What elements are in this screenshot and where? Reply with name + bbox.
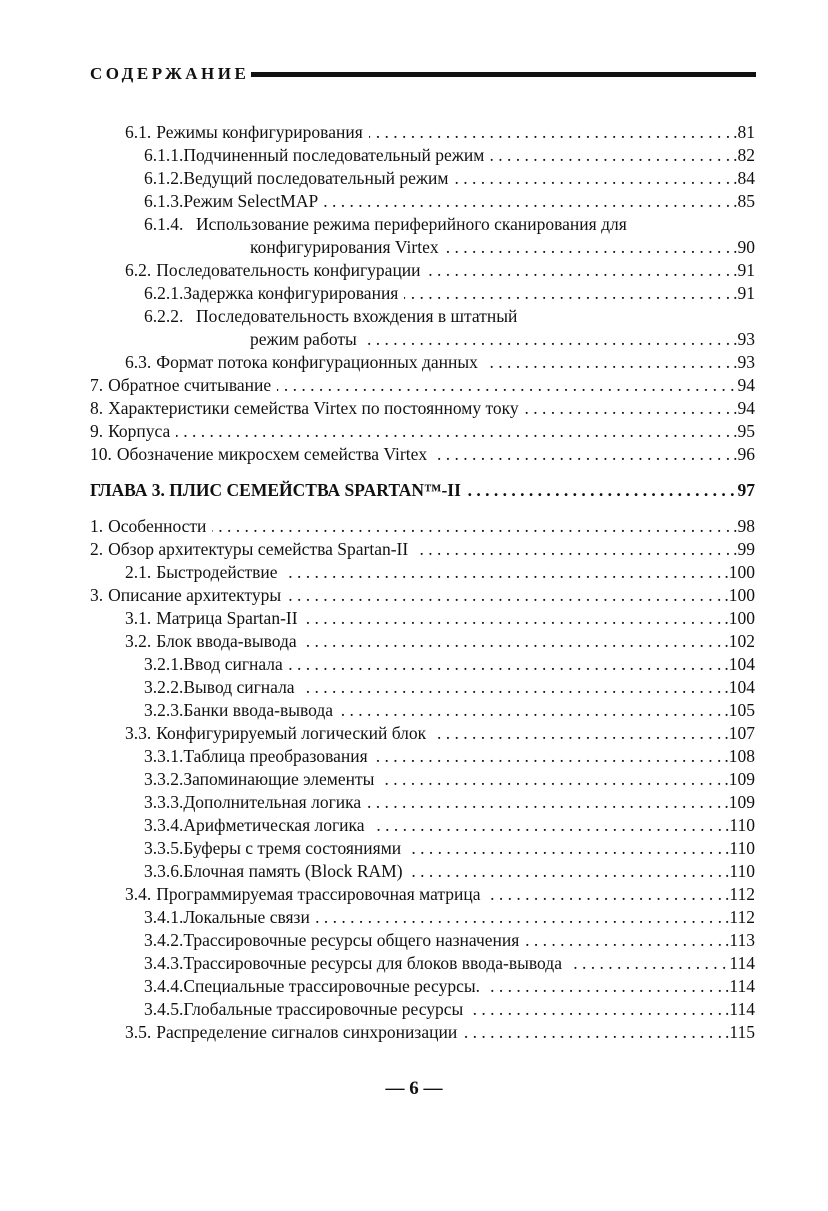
dot-leader (369, 121, 730, 144)
dot-leader (324, 190, 730, 213)
toc-entry-number: 7. (90, 375, 104, 395)
toc-entry (90, 837, 755, 860)
toc-entry-number: 6.1.4. (144, 214, 184, 234)
toc-entry-number: 3.4.2. (144, 930, 184, 950)
toc-entry-title: Вывод сигнала (183, 677, 295, 697)
dot-leader (404, 282, 730, 305)
toc-entry (90, 860, 755, 883)
dot-leader (427, 259, 731, 282)
toc-entry-number: 6.1.2. (144, 168, 184, 188)
toc-entry (90, 213, 755, 259)
dot-leader (303, 630, 722, 653)
toc-entry-number: 3.3. (125, 723, 152, 743)
toc-entry (90, 305, 755, 351)
toc-entry-title-continued: конфигурирования Virtex (250, 237, 439, 257)
toc-entry-number: 6.2.2. (144, 306, 184, 326)
dot-leader (445, 236, 731, 259)
toc-entry-title: Трассировочные ресурсы для блоков ввода-вывода (183, 953, 562, 973)
toc-entry-page: .81 (733, 122, 755, 142)
toc-entry-number: 6.1. (125, 122, 152, 142)
toc-entry-title: Арифметическая логика (183, 815, 365, 835)
toc-entry (90, 538, 755, 561)
toc-entry-page: .100 (724, 562, 755, 582)
toc-entry-title: Буферы с тремя состояниями (183, 838, 402, 858)
toc-entry (90, 515, 755, 538)
dot-leader (469, 998, 722, 1021)
toc-entry-number: 3.3.5. (144, 838, 184, 858)
dot-leader (176, 420, 730, 443)
toc-entry-number: 2. (90, 539, 104, 559)
toc-entry (90, 1021, 755, 1044)
toc-entry-page: .90 (733, 237, 755, 257)
toc-entry (90, 190, 755, 213)
toc-entry (90, 883, 755, 906)
toc-entry-number: 8. (90, 398, 104, 418)
toc-entry-number: 3.3.1. (144, 746, 184, 766)
toc-entry-number: 3.2. (125, 631, 152, 651)
dot-leader (568, 952, 726, 975)
toc-entry-page: .85 (733, 191, 755, 211)
toc-entry-number: 3.5. (125, 1022, 152, 1042)
dot-leader (525, 397, 730, 420)
toc-entry (90, 722, 755, 745)
toc-entry-title: Корпуса (108, 421, 171, 441)
toc-entry-number: 6.2. (125, 260, 152, 280)
toc-entry-page: .105 (724, 700, 755, 720)
toc-entry-page: .91 (733, 283, 755, 303)
chapter-heading (90, 479, 755, 502)
dot-leader (284, 561, 722, 584)
toc-entry-title: Ведущий последовательный режим (183, 168, 449, 188)
toc-entry-page: .109 (724, 792, 755, 812)
toc-entry (90, 814, 755, 837)
toc-entry-number: 6.1.1. (144, 145, 184, 165)
toc-entry-number: 3.4.5. (144, 999, 184, 1019)
toc-entry-page: .98 (733, 516, 755, 536)
header-title: СОДЕРЖАНИЕ (90, 64, 250, 83)
toc-entry-title: Формат потока конфигурационных данных (156, 352, 478, 372)
toc-entry-page: .107 (724, 723, 755, 743)
toc-entry-title: Локальные связи (183, 907, 310, 927)
toc-entry-title: Программируемая трассировочная матрица (156, 884, 481, 904)
dot-leader (409, 860, 722, 883)
toc-entry (90, 607, 755, 630)
toc-entry (90, 167, 755, 190)
toc-entry-page: .110 (725, 815, 755, 835)
toc-entry-title: Режим SelectMAP (183, 191, 319, 211)
toc-entry-title: Дополнительная логика (183, 792, 362, 812)
toc-entry-page: .108 (724, 746, 755, 766)
toc-entry-page: .110 (725, 838, 755, 858)
toc-entry-title: Задержка конфигурирования (183, 283, 399, 303)
toc-entry-page: .112 (725, 907, 755, 927)
toc-entry-page: .93 (733, 329, 755, 349)
toc-entry-title: Описание архитектуры (108, 585, 282, 605)
dot-leader (380, 768, 721, 791)
header-rule (251, 72, 756, 77)
toc-entry (90, 121, 755, 144)
toc-entry-title: Глобальные трассировочные ресурсы (183, 999, 464, 1019)
toc-entry-page: 97 (737, 480, 755, 500)
toc-entry-title: Трассировочные ресурсы общего назначения (183, 930, 520, 950)
toc-entry (90, 282, 755, 305)
toc-entry-number: 3.3.4. (144, 815, 184, 835)
dot-leader (486, 975, 722, 998)
toc-entry (90, 561, 755, 584)
toc-entry (90, 768, 755, 791)
toc-entry (90, 374, 755, 397)
dot-leader (289, 653, 722, 676)
toc-entry-title: Использование режима периферийного сканирования для (196, 214, 627, 234)
page-header (90, 62, 756, 86)
dot-leader (287, 584, 721, 607)
dot-leader (277, 374, 734, 397)
toc-entry-page: .102 (724, 631, 755, 651)
toc-entry-title: Обозначение микросхем семейства Virtex (116, 444, 428, 464)
dot-leader (316, 906, 722, 929)
dot-leader (432, 722, 721, 745)
dot-leader (454, 167, 730, 190)
dot-leader (212, 515, 730, 538)
toc-entry (90, 745, 755, 768)
toc-entry-page: .94 (733, 398, 755, 418)
dot-leader (463, 1021, 722, 1044)
toc-entry-title: Банки ввода-вывода (183, 700, 334, 720)
toc-entry-page: .95 (733, 421, 755, 441)
toc-entry-number: 3.3.3. (144, 792, 184, 812)
toc-entry-page: .112 (725, 884, 755, 904)
toc-entry (90, 676, 755, 699)
dot-leader (304, 607, 722, 630)
toc-entry (90, 929, 755, 952)
dot-leader (487, 883, 723, 906)
toc-entry-page: .113 (725, 930, 755, 950)
toc-entry-number: 6.2.1. (144, 283, 184, 303)
toc-entry-number: 10. (90, 444, 112, 464)
toc-entry-number: 3.4.3. (144, 953, 184, 973)
page-number: — 6 — (385, 1078, 443, 1099)
dot-leader (525, 929, 722, 952)
toc-entry-number: 3.1. (125, 608, 152, 628)
toc-entry (90, 906, 755, 929)
toc-entry-title: Конфигурируемый логический блок (156, 723, 427, 743)
toc-entry-page: .109 (724, 769, 755, 789)
toc-entry (90, 351, 755, 374)
toc-entry (90, 397, 755, 420)
toc-entry-number: 3.3.2. (144, 769, 184, 789)
toc-entry-page: .114 (725, 976, 755, 996)
dot-leader (484, 351, 730, 374)
toc-entry-title: Последовательность конфигурации (156, 260, 421, 280)
toc-entry-title-continued: режим работы (250, 329, 357, 349)
toc-entry-page: .91 (733, 260, 755, 280)
toc-entry-number: 6.1.3. (144, 191, 184, 211)
toc-entry-number: 3.4. (125, 884, 152, 904)
toc-entry-page: .110 (725, 861, 755, 881)
toc-entry (90, 791, 755, 814)
toc-entry-title: Блок ввода-вывода (156, 631, 297, 651)
dot-leader (339, 699, 721, 722)
toc-entry-page: 114 (729, 953, 755, 973)
chapter-title: ГЛАВА 3. ПЛИС СЕМЕЙСТВА SPARTAN™-II (90, 480, 461, 500)
toc-entry-number: 9. (90, 421, 104, 441)
toc-entry-number: 3.2.1. (144, 654, 184, 674)
toc-entry-page: .84 (733, 168, 755, 188)
dot-leader (407, 837, 722, 860)
toc-entry (90, 144, 755, 167)
toc-entry-title: Обратное считывание (108, 375, 272, 395)
toc-entry (90, 420, 755, 443)
toc-entry-page: .100 (724, 585, 755, 605)
toc-entry-title: Блочная память (Block RAM) (183, 861, 403, 881)
toc-entry-title: Подчиненный последовательный режим (183, 145, 485, 165)
toc-entry-title: Специальные трассировочные ресурсы. (183, 976, 480, 996)
toc-entry-page: .82 (733, 145, 755, 165)
toc-entry (90, 952, 755, 975)
toc-entry-number: 3. (90, 585, 104, 605)
toc-entry-title: Распределение сигналов синхронизации (156, 1022, 458, 1042)
toc-entry (90, 630, 755, 653)
toc-entry-number: 6.3. (125, 352, 152, 372)
dot-leader (433, 443, 730, 466)
table-of-contents (90, 121, 755, 1044)
toc-entry-page: .99 (733, 539, 755, 559)
dot-leader (301, 676, 722, 699)
toc-entry (90, 975, 755, 998)
toc-entry-title: Особенности (108, 516, 207, 536)
toc-entry-number: 3.4.1. (144, 907, 184, 927)
toc-entry-number: 3.2.3. (144, 700, 184, 720)
toc-entry-number: 1. (90, 516, 104, 536)
toc-entry-number: 3.2.2. (144, 677, 184, 697)
toc-entry-title: Обзор архитектуры семейства Spartan-II (108, 539, 409, 559)
toc-entry-title: Таблица преобразования (183, 746, 368, 766)
toc-entry-title: Последовательность вхождения в штатный (196, 306, 518, 326)
dot-leader (467, 479, 735, 502)
toc-entry-title: Матрица Spartan-II (156, 608, 298, 628)
toc-entry (90, 584, 755, 607)
toc-entry-title: Ввод сигнала (183, 654, 283, 674)
dot-leader (414, 538, 730, 561)
toc-entry (90, 443, 755, 466)
toc-entry (90, 259, 755, 282)
toc-entry-title: Характеристики семейства Virtex по постоянному току (108, 398, 519, 418)
toc-entry-page: .104 (724, 677, 755, 697)
dot-leader (363, 328, 730, 351)
toc-entry-page: .100 (724, 608, 755, 628)
dot-leader (367, 791, 721, 814)
toc-entry-page: .93 (733, 352, 755, 372)
toc-entry-title: Запоминающие элементы (183, 769, 375, 789)
dot-leader (371, 814, 722, 837)
toc-entry (90, 998, 755, 1021)
toc-entry (90, 699, 755, 722)
toc-entry-number: 3.4.4. (144, 976, 184, 996)
toc-entry-title: Режимы конфигурирования (156, 122, 363, 142)
toc-entry-page: .115 (725, 1022, 755, 1042)
toc-entry-page: .96 (733, 444, 755, 464)
toc-entry-number: 3.3.6. (144, 861, 184, 881)
toc-entry-title: Быстродействие (156, 562, 278, 582)
toc-entry-page: 94 (737, 375, 755, 395)
toc-entry (90, 653, 755, 676)
dot-leader (490, 144, 730, 167)
toc-entry-number: 2.1. (125, 562, 152, 582)
dot-leader (374, 745, 722, 768)
toc-entry-page: .104 (724, 654, 755, 674)
toc-entry-page: .114 (725, 999, 755, 1019)
